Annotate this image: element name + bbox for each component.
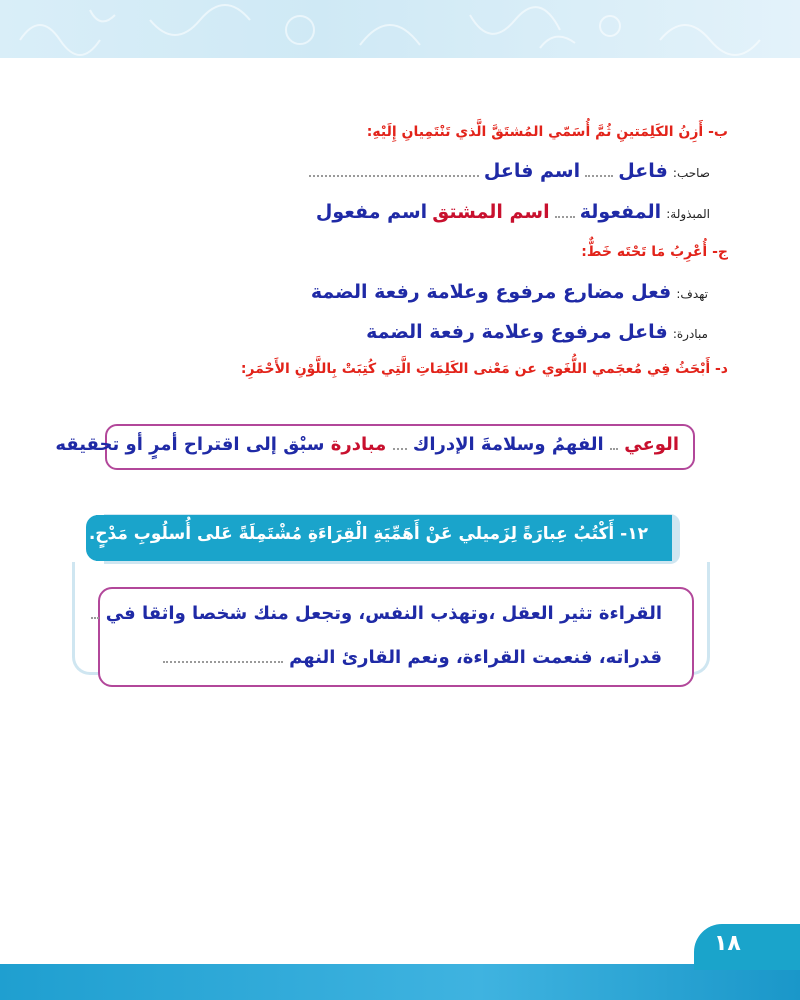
- answer-type: اسم فاعل: [483, 160, 581, 182]
- answer-derived: اسم المشتق: [432, 201, 550, 223]
- vocab-word-1: الوعي: [624, 434, 679, 455]
- question-b: ب- أَزِنُ الكَلِمَتينِ ثُمَّ أُسَمّي المُشتَقَّ الَّذي تَنْتَمِيانِ إِلَيْهِ:: [366, 124, 728, 140]
- answer-box: [98, 587, 694, 687]
- answer-word: المفعولة: [579, 201, 662, 223]
- dotted-line: [163, 649, 283, 663]
- dotted-line: [610, 436, 618, 450]
- vocab-word-2: مبادرة: [330, 434, 387, 455]
- answer-line-2: [163, 647, 662, 668]
- dotted-line: [393, 436, 407, 450]
- vocab-meaning-1: الفهمُ وسلامةَ الإدراك: [412, 434, 604, 455]
- row-label: صاحب:: [672, 166, 710, 180]
- vocab-meaning-2: سبْق إلى اقتراح أمرٍ أو تحقيقه: [55, 434, 325, 455]
- row-label: المبذولة:: [666, 207, 710, 221]
- answer-row-b2: [316, 201, 710, 223]
- answer-row-b1: [309, 160, 710, 182]
- dotted-line: [91, 605, 99, 619]
- arabesque-pattern: [0, 0, 800, 58]
- page-number: ١٨: [714, 931, 741, 956]
- answer-line-1: [91, 603, 662, 624]
- vocabulary-box: [55, 424, 695, 470]
- dotted-line: [555, 204, 575, 218]
- answer-text: فعل مضارع مرفوع وعلامة رفعة الضمة: [310, 281, 672, 303]
- exercise-banner: [88, 515, 672, 561]
- page-number-tab: [694, 924, 800, 970]
- answer-row-c2: [366, 321, 708, 343]
- answer-text-2: قدراته، فنعمت القراءة، ونعم القارئ النهم: [289, 647, 662, 668]
- answer-text: فاعل مرفوع وعلامة رفعة الضمة: [366, 321, 668, 343]
- question-c: ج- أُعْرِبُ مَا تَحْتَه خَطٌّ:: [581, 244, 728, 260]
- footer-band: [0, 964, 800, 1000]
- row-label: تهدف:: [676, 287, 708, 301]
- row-label: مبادرة:: [672, 327, 708, 341]
- dotted-line: [585, 163, 613, 177]
- exercise-title: ١٢- أَكْتُبُ عِبارَةً لِزَميلي عَنْ أَهَمِّيَةِ الْقِرَاءَةِ مُشْتَمِلَةً عَلى أُسلُوبِ مَدْحٍ.: [88, 524, 648, 544]
- dotted-line: [309, 163, 479, 177]
- answer-text-1: القراءة تثير العقل ،وتهذب النفس، وتجعل منك شخصا واثقا في: [105, 603, 662, 624]
- answer-word: فاعل: [618, 160, 668, 182]
- answer-type: اسم مفعول: [315, 201, 428, 223]
- question-d: د- أَبْحَثُ فِي مُعجَمي اللُّغَوي عن مَعْنى الكَلِمَاتِ الَّتِي كُتِبَتْ بِاللَّوْنِ الأَحْمَرِ:: [240, 361, 728, 377]
- vocabulary-text: [55, 434, 679, 455]
- header-decoration: [0, 0, 800, 58]
- answer-row-c1: [311, 281, 708, 303]
